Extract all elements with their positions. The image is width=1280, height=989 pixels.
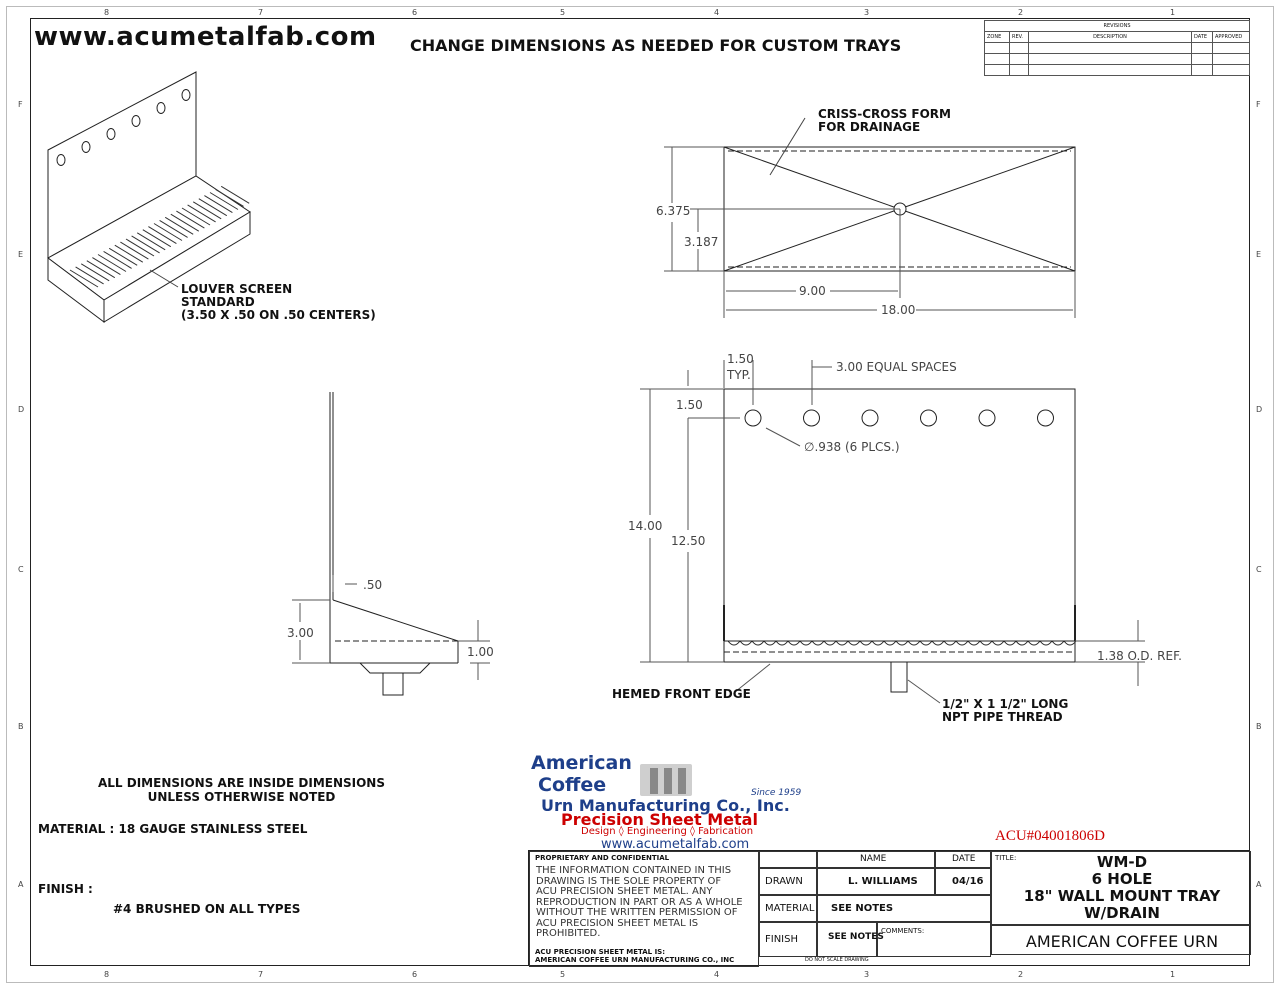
louver-edge <box>908 641 920 645</box>
hemmed-edge-note: HEMED FRONT EDGE <box>612 687 751 701</box>
louver-edge <box>812 641 824 645</box>
prop-line-5: WITHOUT THE WRITTEN PERMISSION OF <box>536 907 738 918</box>
louver-edge <box>1016 641 1028 645</box>
website-title: www.acumetalfab.com <box>34 22 377 52</box>
prop-footer-2: AMERICAN COFFEE URN MANUFACTURING CO., INC <box>535 956 735 964</box>
prop-line-3: ACU PRECISION SHEET METAL. ANY <box>536 886 713 897</box>
finish-label: FINISH : <box>38 882 93 896</box>
zone-row-F-left: F <box>18 100 23 109</box>
louver-edge <box>860 641 872 645</box>
louver-edge <box>728 641 740 645</box>
dim-300: 3.00 <box>287 626 314 640</box>
louver-edge <box>992 641 1004 645</box>
company-logo <box>528 752 808 852</box>
part-number: ACU#04001806D <box>995 828 1106 844</box>
rev-header-date: DATE <box>1192 32 1213 43</box>
dim-equal-spaces: 3.00 EQUAL SPACES <box>836 360 957 374</box>
louver-note-line2: STANDARD <box>181 295 255 309</box>
zone-row-C-left: C <box>18 565 24 574</box>
zone-row-E-right: E <box>1256 250 1262 259</box>
zone-col-2-top: 2 <box>1018 8 1024 17</box>
title-line-4: W/DRAIN <box>1084 904 1160 922</box>
louver-note <box>181 283 376 322</box>
logo-url: www.acumetalfab.com <box>601 837 750 852</box>
louver-edge <box>800 641 812 645</box>
louver-edge <box>752 641 764 645</box>
material-value: SEE NOTES <box>831 903 894 914</box>
no-scale-note: DO NOT SCALE DRAWING <box>805 957 869 963</box>
dimensions-note-line2: UNLESS OTHERWISE NOTED <box>147 790 336 804</box>
proprietary-title: PROPRIETARY AND CONFIDENTIAL <box>535 854 670 862</box>
logo-urn-graphic <box>640 764 692 796</box>
name-header-cell <box>817 851 935 868</box>
pipe-thread-line1: 1/2" X 1 1/2" LONG <box>942 697 1069 711</box>
logo-since: Since 1959 <box>751 788 802 798</box>
finish-value: #4 BRUSHED ON ALL TYPES <box>113 902 301 916</box>
louver-edge <box>1028 641 1040 645</box>
front-hole <box>862 410 878 426</box>
louver-edge <box>848 641 860 645</box>
louver-edge <box>788 641 800 645</box>
criss-cross-note <box>818 108 951 134</box>
zone-col-5-bottom: 5 <box>560 970 566 979</box>
zone-col-1-top: 1 <box>1170 8 1176 17</box>
zone-col-7-top: 7 <box>258 8 264 17</box>
zone-col-3-bottom: 3 <box>864 970 870 979</box>
louver-edge <box>932 641 944 645</box>
zone-col-4-top: 4 <box>714 8 720 17</box>
front-hole <box>804 410 820 426</box>
dim-900: 9.00 <box>799 284 826 298</box>
side-view-drawing <box>292 392 490 695</box>
date-header-cell <box>935 851 991 868</box>
front-hole <box>979 410 995 426</box>
dim-1250: 12.50 <box>671 534 706 548</box>
zone-col-6-bottom: 6 <box>412 970 418 979</box>
dimensions-note <box>98 776 385 804</box>
zone-col-8-bottom: 8 <box>104 970 110 979</box>
dim-050: .50 <box>363 578 383 592</box>
logo-precision-sheet-metal: Precision Sheet Metal <box>561 810 758 829</box>
pipe-thread-note <box>942 698 1068 724</box>
banner-title: CHANGE DIMENSIONS AS NEEDED FOR CUSTOM TRAYS <box>410 36 902 55</box>
title-label: TITLE: <box>995 854 1017 862</box>
title-line-1: WM-D <box>1096 853 1148 871</box>
louver-edge <box>920 641 932 645</box>
title-line-3: 18" WALL MOUNT TRAY <box>1023 887 1221 905</box>
prop-line-6: ACU PRECISION SHEET METAL IS <box>536 917 699 929</box>
zone-row-D-right: D <box>1256 405 1263 414</box>
louver-edge <box>836 641 848 645</box>
louver-edge <box>1064 641 1076 645</box>
rev-header-desc: DESCRIPTION <box>1029 32 1192 43</box>
louver-edge <box>824 641 836 645</box>
prop-line-4: REPRODUCTION IN PART OR AS A WHOLE <box>536 896 743 908</box>
rev-header-zone: ZONE <box>985 32 1010 43</box>
louver-edge <box>1040 641 1052 645</box>
zone-row-D-left: D <box>18 405 25 414</box>
louver-edge <box>776 641 788 645</box>
louver-edge <box>980 641 992 645</box>
name-header: NAME <box>860 854 887 864</box>
zone-col-2-bottom: 2 <box>1018 970 1024 979</box>
louver-edge <box>764 641 776 645</box>
louver-edge <box>1052 641 1064 645</box>
drawn-name: L. WILLIAMS <box>848 876 918 887</box>
logo-american: American <box>531 752 632 774</box>
dim-typ-150: 1.50 <box>727 352 754 366</box>
drawing-title <box>992 854 1252 922</box>
criss-cross-line1: CRISS-CROSS FORM <box>818 107 951 121</box>
dim-typ-label: TYP. <box>727 368 751 382</box>
zone-col-1-bottom: 1 <box>1170 970 1176 979</box>
front-hole <box>921 410 937 426</box>
company-name: AMERICAN COFFEE URN <box>1025 932 1219 951</box>
material-note: MATERIAL : 18 GAUGE STAINLESS STEEL <box>38 822 308 836</box>
finish-tb-label: FINISH <box>765 934 798 945</box>
title-block <box>528 850 1250 966</box>
proprietary-text <box>536 866 743 940</box>
company-cell <box>991 925 1251 955</box>
louver-edge <box>872 641 884 645</box>
front-hole <box>1038 410 1054 426</box>
dim-1400: 14.00 <box>628 519 663 533</box>
prop-line-2: DRAWING IS THE SOLE PROPERTY OF <box>536 875 722 887</box>
louver-edge <box>944 641 956 645</box>
dimensions-note-line1: ALL DIMENSIONS ARE INSIDE DIMENSIONS <box>98 776 385 790</box>
zone-col-8-top: 8 <box>104 8 110 17</box>
revisions-title: REVISIONS <box>985 21 1250 32</box>
louver-edge <box>1004 641 1016 645</box>
finish-tb-value: SEE NOTES <box>828 932 884 942</box>
drawn-date: 04/16 <box>952 876 984 887</box>
louver-edge <box>956 641 968 645</box>
dim-top-150: 1.50 <box>676 398 703 412</box>
dim-100: 1.00 <box>467 645 494 659</box>
louver-edge <box>968 641 980 645</box>
zone-col-7-bottom: 7 <box>258 970 264 979</box>
date-header: DATE <box>952 854 976 864</box>
zone-row-E-left: E <box>18 250 24 259</box>
zone-row-B-right: B <box>1256 722 1262 731</box>
dim-3187: 3.187 <box>684 235 719 249</box>
comments-label: COMMENTS: <box>881 927 925 935</box>
louver-note-line3: (3.50 X .50 ON .50 CENTERS) <box>181 308 376 322</box>
title-line-2: 6 HOLE <box>1091 870 1153 888</box>
zone-row-B-left: B <box>18 722 24 731</box>
drawn-label: DRAWN <box>765 876 803 887</box>
dim-hole-diameter: ∅.938 (6 PLCS.) <box>804 440 900 454</box>
proprietary-footer <box>535 948 734 964</box>
zone-col-6-top: 6 <box>412 8 418 17</box>
dim-6375: 6.375 <box>656 204 691 218</box>
zone-row-F-right: F <box>1256 100 1261 109</box>
dim-od: 1.38 O.D. REF. <box>1097 649 1182 663</box>
zone-row-A-left: A <box>18 880 24 889</box>
logo-coffee: Coffee <box>538 774 607 796</box>
zone-col-4-bottom: 4 <box>714 970 720 979</box>
zone-col-3-top: 3 <box>864 8 870 17</box>
zone-col-5-top: 5 <box>560 8 566 17</box>
criss-cross-line2: FOR DRAINAGE <box>818 120 921 134</box>
prop-line-1: THE INFORMATION CONTAINED IN THIS <box>536 865 732 876</box>
proprietary-cell <box>529 851 759 967</box>
louver-note-line1: LOUVER SCREEN <box>181 282 293 296</box>
logo-urn: Urn Manufacturing Co., Inc. <box>541 796 790 815</box>
pipe-thread-line2: NPT PIPE THREAD <box>942 710 1063 724</box>
front-view-drawing <box>724 389 1076 692</box>
front-hole <box>745 410 761 426</box>
louver-edge <box>740 641 752 645</box>
louver-edge <box>896 641 908 645</box>
logo-services: Design ◊ Engineering ◊ Fabrication <box>581 826 754 837</box>
zone-row-C-right: C <box>1256 565 1262 574</box>
rev-header-rev: REV. <box>1010 32 1029 43</box>
prop-line-7: PROHIBITED. <box>536 928 601 939</box>
zone-row-A-right: A <box>1256 880 1262 889</box>
rev-header-approved: APPROVED <box>1213 32 1250 43</box>
louver-edge <box>884 641 896 645</box>
prop-footer-1: ACU PRECISION SHEET METAL IS: <box>535 948 666 956</box>
material-label: MATERIAL <box>765 903 815 914</box>
dim-1800: 18.00 <box>881 303 916 317</box>
title-cell <box>991 851 1251 925</box>
